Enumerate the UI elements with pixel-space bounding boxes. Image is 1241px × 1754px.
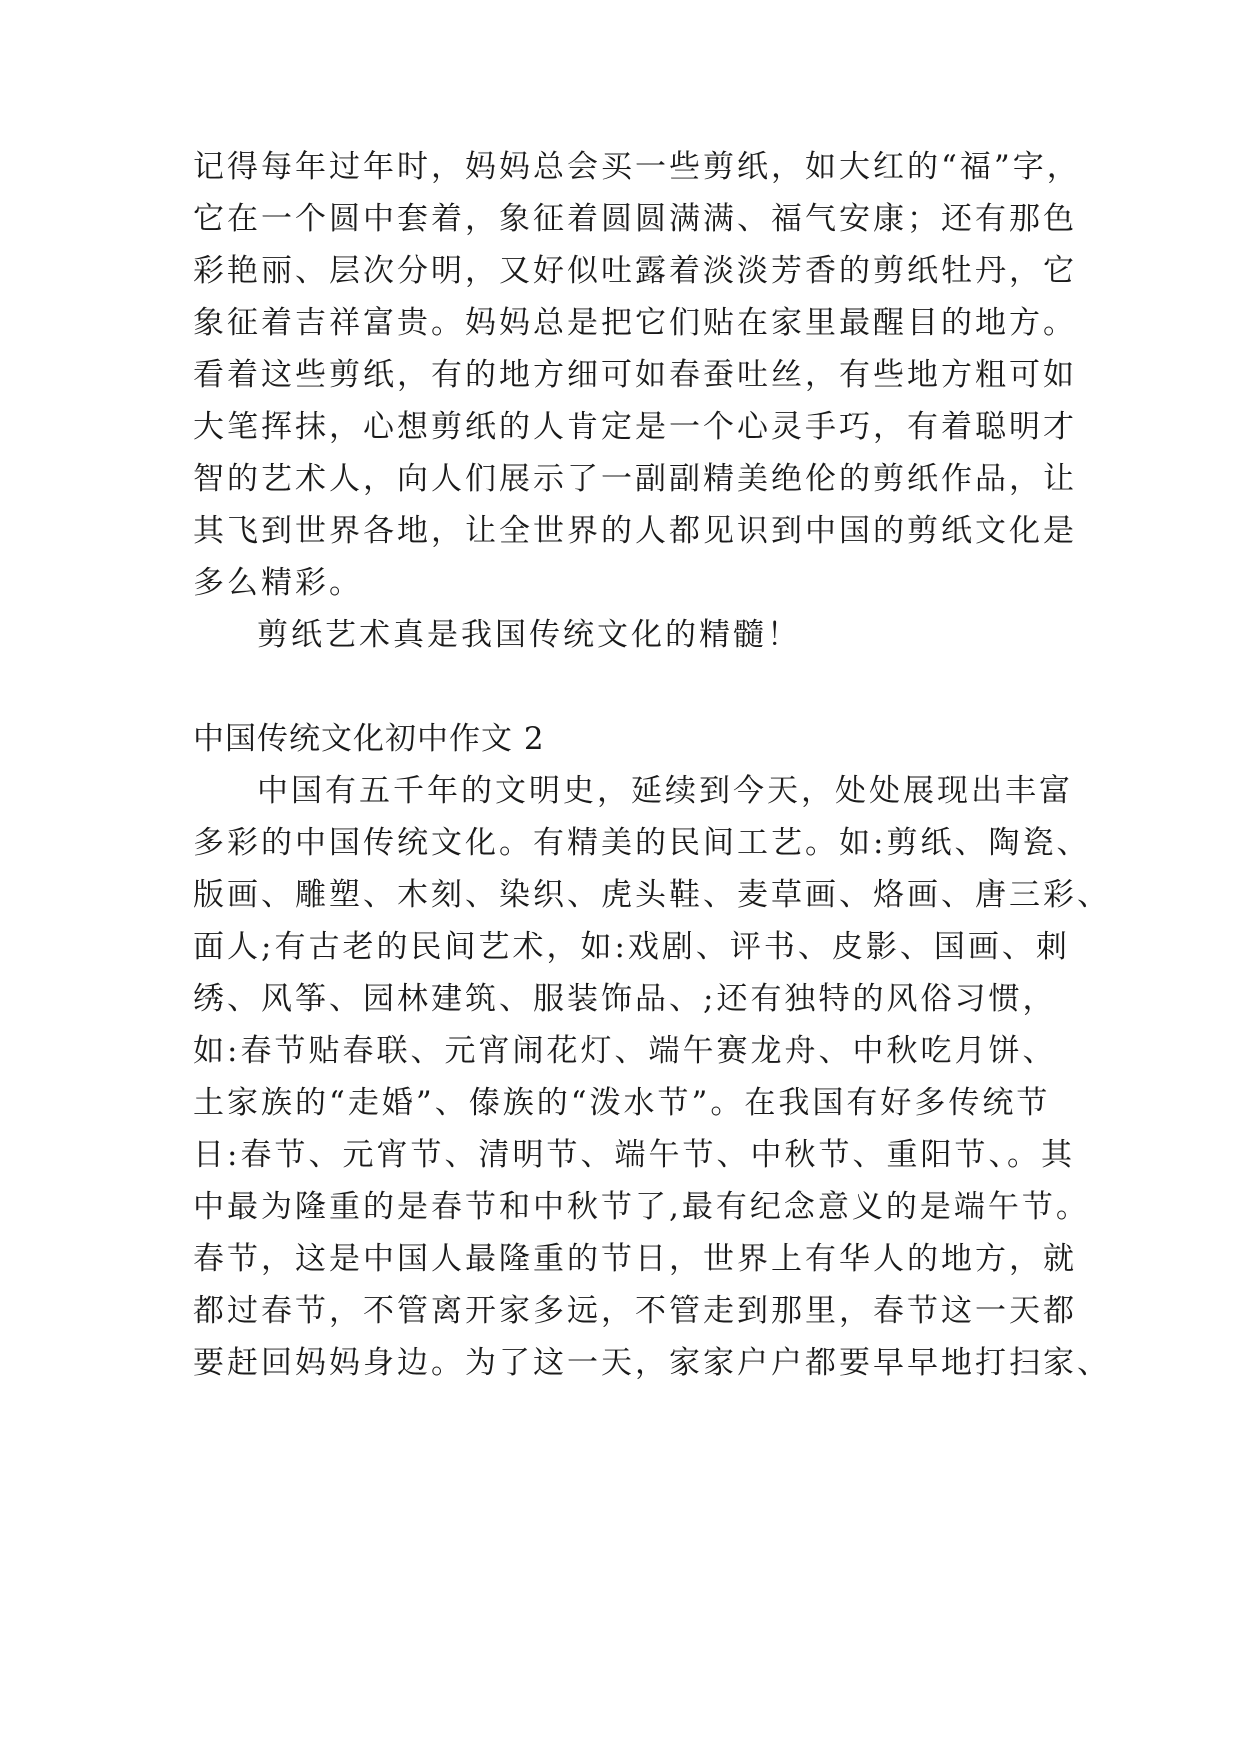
paragraph-3-line-11: 都过春节，不管离开家多远，不管走到那里，春节这一天都: [193, 1293, 1077, 1329]
paragraph-1-line-3: 彩艳丽、层次分明，又好似吐露着淡淡芳香的剪纸牡丹，它: [193, 253, 1077, 289]
paragraph-1-line-9: 多么精彩。: [193, 565, 363, 601]
paragraph-1-line-8: 其飞到世界各地，让全世界的人都见识到中国的剪纸文化是: [193, 513, 1077, 549]
paragraph-3-line-4: 面人;有古老的民间艺术，如:戏剧、评书、皮影、国画、刺: [193, 929, 1070, 965]
paragraph-1-line-7: 智的艺术人，向人们展示了一副副精美绝伦的剪纸作品，让: [193, 461, 1077, 497]
paragraph-3-line-8: 日:春节、元宵节、清明节、端午节、中秋节、重阳节、。其: [193, 1137, 1075, 1173]
paragraph-3-line-7: 土家族的“走婚”、傣族的“泼水节”。在我国有好多传统节: [193, 1085, 1051, 1121]
paragraph-3-line-9: 中最为隆重的是春节和中秋节了,最有纪念意义的是端午节。: [193, 1189, 1090, 1225]
paragraph-1-line-1: 记得每年过年时，妈妈总会买一些剪纸，如大红的“福”字，: [193, 149, 1081, 185]
paragraph-3-line-1: 中国有五千年的文明史，延续到今天，处处展现出丰富: [257, 773, 1073, 809]
paragraph-1-line-4: 象征着吉祥富贵。妈妈总是把它们贴在家里最醒目的地方。: [193, 305, 1077, 341]
paragraph-1-line-5: 看着这些剪纸，有的地方细可如春蚕吐丝，有些地方粗可如: [193, 357, 1077, 393]
paragraph-2-line-1: 剪纸艺术真是我国传统文化的精髓！: [257, 617, 801, 653]
paragraph-1-line-6: 大笔挥抹，心想剪纸的人肯定是一个心灵手巧，有着聪明才: [193, 409, 1077, 445]
paragraph-3-line-10: 春节，这是中国人最隆重的节日，世界上有华人的地方，就: [193, 1241, 1077, 1277]
paragraph-3-line-5: 绣、风筝、园林建筑、服装饰品、;还有独特的风俗习惯，: [193, 981, 1057, 1017]
paragraph-3-line-6: 如:春节贴春联、元宵闹花灯、端午赛龙舟、中秋吃月饼、: [193, 1033, 1057, 1069]
paragraph-3-line-2: 多彩的中国传统文化。有精美的民间工艺。如:剪纸、陶瓷、: [193, 825, 1091, 861]
section-title: 中国传统文化初中作文 2: [193, 721, 545, 757]
paragraph-1-line-2: 它在一个圆中套着，象征着圆圆满满、福气安康；还有那色: [193, 201, 1077, 237]
paragraph-3-line-12: 要赶回妈妈身边。为了这一天，家家户户都要早早地打扫家、: [193, 1345, 1111, 1381]
paragraph-3-line-3: 版画、雕塑、木刻、染织、虎头鞋、麦草画、烙画、唐三彩、: [193, 877, 1111, 913]
